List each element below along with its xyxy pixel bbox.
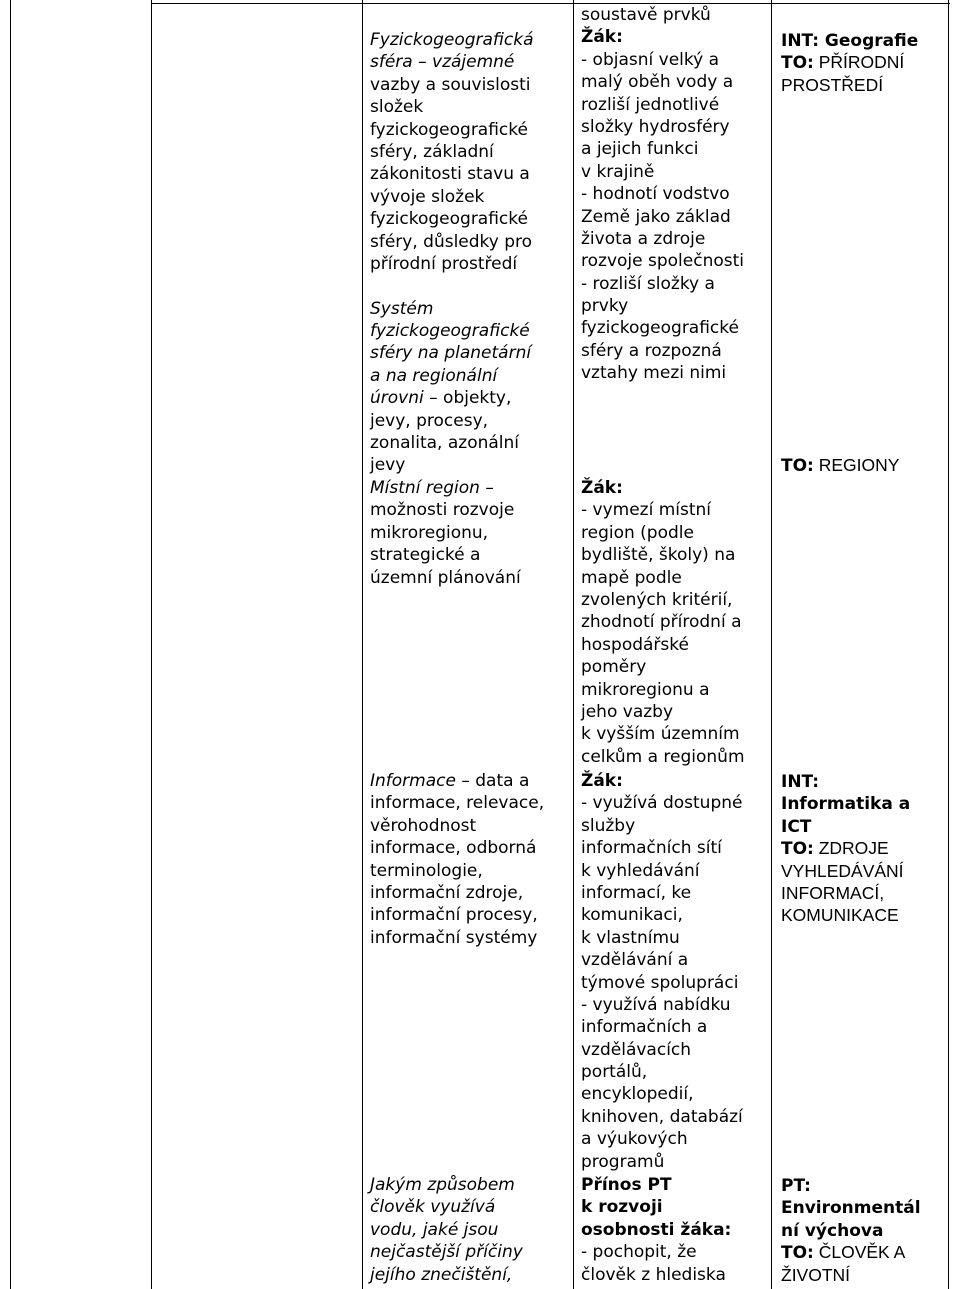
text-line: [370, 522, 521, 544]
text-line: [370, 927, 544, 949]
text-line: [370, 432, 534, 454]
text-segment: zhodnotí přírodní a: [581, 612, 742, 633]
text-line: [581, 815, 743, 837]
outcome-cell-information: [581, 770, 743, 1173]
text-line: [581, 927, 743, 949]
text-line: [781, 837, 910, 859]
outcome-cell-personal-development: [581, 1174, 731, 1286]
text-segment: úrovni: [370, 388, 424, 409]
text-line: [370, 454, 534, 476]
text-line: [370, 860, 544, 882]
text-line: [781, 1219, 921, 1241]
text-line: [581, 499, 745, 521]
text-segment: života a zdroje: [581, 228, 706, 249]
text-line: [581, 1128, 743, 1150]
text-segment: vývoje složek: [370, 186, 485, 207]
text-segment: fyzickogeografické: [370, 209, 528, 230]
text-segment: služby: [581, 815, 636, 836]
text-segment: sféry na planetární: [370, 343, 532, 364]
text-line: [781, 51, 918, 73]
text-segment: terminologie,: [370, 860, 483, 881]
text-segment: ZDROJE: [813, 838, 889, 859]
text-line: [581, 273, 744, 295]
text-segment: mapě podle: [581, 567, 682, 588]
crosscurricular-cell-informatics: [781, 770, 910, 927]
text-segment: region (podle: [581, 522, 694, 543]
text-segment: v krajině: [581, 161, 655, 182]
text-line: [370, 1196, 523, 1218]
text-line: [370, 1264, 523, 1286]
text-segment: rozliší jednotlivé: [581, 94, 720, 115]
text-line: [370, 365, 534, 387]
text-segment: informační procesy,: [370, 905, 538, 926]
text-segment: TO:: [781, 1243, 814, 1264]
table-top-border: [151, 3, 950, 4]
text-segment: INT:: [781, 772, 820, 792]
text-segment: bydliště, školy) na: [581, 545, 736, 566]
text-segment: vazby a souvislosti: [370, 74, 531, 95]
text-segment: k vyhledávání: [581, 860, 700, 881]
text-line: [581, 770, 743, 792]
text-line: [781, 882, 910, 904]
text-line: [370, 904, 544, 926]
text-segment: Žák:: [581, 27, 623, 48]
text-segment: vztahy mezi nimi: [581, 363, 727, 384]
text-segment: INFORMACÍ,: [781, 882, 885, 903]
text-segment: zonalita, azonální: [370, 433, 520, 454]
text-segment: informace, odborná: [370, 838, 537, 859]
text-segment: nejčastější příčiny: [370, 1242, 523, 1263]
topic-cell-local-region: [370, 477, 521, 589]
text-line: [370, 770, 544, 792]
text-line: [581, 723, 745, 745]
text-segment: věrohodnost: [370, 815, 477, 836]
text-segment: – data a: [455, 771, 530, 791]
text-line: [581, 1151, 743, 1173]
topic-cell-information: [370, 770, 544, 949]
text-segment: zákonitosti stavu a: [370, 164, 530, 185]
text-line: [370, 1219, 523, 1241]
text-line: [581, 206, 744, 228]
text-segment: možnosti rozvoje: [370, 500, 515, 521]
text-segment: územní plánování: [370, 567, 521, 588]
text-line: [581, 362, 744, 384]
text-segment: Informatika a: [781, 794, 911, 815]
text-segment: a výukových: [581, 1129, 688, 1150]
text-line: [581, 1241, 731, 1263]
text-segment: Země jako základ: [581, 206, 731, 227]
text-segment: Informace: [370, 771, 456, 791]
text-segment: složky hydrosféry: [581, 116, 730, 137]
text-segment: PROSTŘEDÍ: [781, 74, 884, 95]
text-line: [581, 701, 745, 723]
table-column-divider-4: [771, 0, 772, 1289]
text-segment: - vymezí místní: [581, 500, 712, 521]
text-line: [781, 454, 899, 476]
text-line: [781, 792, 910, 814]
text-segment: sféra – vzájemné: [370, 52, 515, 73]
text-line: [781, 29, 918, 51]
text-segment: –: [479, 478, 494, 498]
text-segment: vzdělávání a: [581, 950, 689, 971]
text-line: [581, 295, 744, 317]
text-segment: přírodní prostředí: [370, 253, 518, 274]
text-line: [370, 815, 544, 837]
text-segment: Přínos PT: [581, 1175, 672, 1195]
text-line: [581, 949, 743, 971]
text-segment: PŘÍRODNÍ: [813, 52, 905, 73]
text-segment: portálů,: [581, 1062, 648, 1083]
table-column-divider-2: [362, 0, 363, 1289]
text-segment: Jakým způsobem: [370, 1175, 515, 1195]
crosscurricular-cell-regions: [781, 454, 899, 476]
text-segment: INT: Geografie: [781, 31, 919, 51]
text-line: [781, 860, 910, 882]
text-segment: - hodnotí vodstvo: [581, 184, 730, 205]
text-line: [581, 161, 744, 183]
text-segment: ŽIVOTNÍ: [781, 1264, 851, 1285]
text-line: [581, 26, 744, 48]
text-line: [581, 656, 745, 678]
text-segment: fyzickogeografické: [370, 119, 528, 140]
text-segment: informací, ke: [581, 882, 692, 903]
text-segment: sféry, důsledky pro: [370, 231, 533, 252]
text-line: [581, 228, 744, 250]
text-line: [370, 544, 521, 566]
text-segment: Fyzickogeografická: [370, 30, 534, 50]
text-segment: fyzickogeografické: [370, 321, 530, 342]
text-line: [370, 231, 534, 253]
text-line: [581, 477, 745, 499]
topic-cell-water-usage: [370, 1174, 523, 1286]
text-segment: sféry, základní: [370, 141, 494, 162]
table-right-border: [948, 0, 949, 1289]
text-line: [581, 860, 743, 882]
text-segment: informačních sítí: [581, 838, 722, 859]
text-segment: ní výchova: [781, 1220, 884, 1241]
text-line: [581, 4, 744, 26]
text-line: [581, 1083, 743, 1105]
text-line: [581, 972, 743, 994]
text-segment: REGIONY: [813, 455, 900, 475]
text-segment: - využívá nabídku: [581, 994, 731, 1015]
text-line: [781, 1196, 921, 1218]
text-line: [581, 544, 745, 566]
text-line: [370, 567, 521, 589]
text-line: [781, 1174, 921, 1196]
text-segment: informačních a: [581, 1017, 708, 1038]
text-line: [370, 1174, 523, 1196]
text-line: [370, 74, 534, 96]
text-segment: komunikaci,: [581, 905, 683, 926]
text-segment: vzdělávacích: [581, 1039, 692, 1060]
text-line: [581, 250, 744, 272]
text-segment: soustavě prvků: [581, 5, 711, 25]
text-segment: fyzickogeografické: [581, 318, 739, 339]
text-line: [370, 119, 534, 141]
text-segment: jevy: [370, 455, 406, 476]
text-line: [581, 567, 745, 589]
text-segment: vodu, jaké jsou: [370, 1219, 499, 1240]
text-line: [581, 746, 745, 768]
text-line: [370, 410, 534, 432]
text-line: [370, 387, 534, 409]
text-segment: Žák:: [581, 478, 623, 498]
text-segment: Environmentál: [781, 1198, 921, 1219]
text-line: [581, 340, 744, 362]
text-segment: týmové spolupráci: [581, 972, 739, 993]
text-line: [581, 71, 744, 93]
text-segment: malý oběh vody a: [581, 72, 734, 93]
text-segment: mikroregionu,: [370, 522, 489, 543]
text-segment: - využívá dostupné: [581, 793, 743, 814]
text-line: [581, 138, 744, 160]
text-segment: mikroregionu a: [581, 679, 710, 700]
text-segment: informace, relevace,: [370, 793, 545, 814]
outcome-cell-hydrosphere: [581, 4, 744, 385]
text-line: [581, 1219, 731, 1241]
text-line: [781, 74, 918, 96]
text-segment: TO:: [781, 456, 814, 476]
text-segment: jevy, procesy,: [370, 410, 489, 431]
text-segment: Místní region: [370, 478, 480, 498]
text-line: [581, 1196, 731, 1218]
text-line: [581, 994, 743, 1016]
text-line: [370, 320, 534, 342]
text-segment: prvky: [581, 296, 629, 317]
text-line: [370, 275, 534, 297]
crosscurricular-cell-geography: [781, 29, 918, 96]
text-line: [370, 477, 521, 499]
text-line: [370, 837, 544, 859]
text-line: [581, 1039, 743, 1061]
text-segment: zvolených kritérií,: [581, 589, 733, 610]
text-segment: rozvoje společnosti: [581, 251, 744, 272]
text-segment: PT:: [781, 1176, 811, 1196]
text-line: [581, 882, 743, 904]
text-segment: Systém: [370, 298, 434, 319]
text-segment: Žák:: [581, 771, 623, 791]
outcome-cell-local-region: [581, 477, 745, 768]
text-segment: hospodářské: [581, 634, 689, 655]
text-segment: - pochopit, že: [581, 1242, 697, 1263]
text-segment: - objasní velký a: [581, 49, 719, 70]
text-line: [781, 1241, 921, 1263]
text-segment: knihoven, databází: [581, 1106, 743, 1127]
text-segment: informační systémy: [370, 927, 538, 948]
text-line: [581, 679, 745, 701]
crosscurricular-cell-environmental: [781, 1174, 921, 1286]
text-line: [581, 1174, 731, 1196]
text-line: [370, 253, 534, 275]
text-line: [370, 208, 534, 230]
text-segment: – objekty,: [423, 388, 512, 409]
text-line: [581, 522, 745, 544]
text-segment: - rozliší složky a: [581, 273, 715, 294]
text-line: [581, 589, 745, 611]
text-segment: informační zdroje,: [370, 882, 524, 903]
text-line: [781, 815, 910, 837]
text-segment: ČLOVĚK A: [813, 1242, 906, 1263]
text-line: [581, 634, 745, 656]
topic-cell-physical-geography: [370, 29, 534, 477]
text-segment: programů: [581, 1151, 665, 1172]
text-segment: strategické a: [370, 545, 481, 566]
text-segment: jejího znečištění,: [370, 1264, 513, 1285]
text-line: [370, 186, 534, 208]
text-segment: člověk z hlediska: [581, 1264, 726, 1285]
text-line: [581, 1016, 743, 1038]
table-column-divider-1: [151, 0, 152, 1289]
text-segment: a jejich funkci: [581, 139, 699, 160]
text-line: [581, 116, 744, 138]
text-segment: jeho vazby: [581, 701, 674, 722]
text-segment: ICT: [781, 816, 812, 837]
text-line: [581, 837, 743, 859]
text-line: [781, 770, 910, 792]
text-segment: poměry: [581, 657, 647, 678]
text-line: [370, 1241, 523, 1263]
text-line: [370, 96, 534, 118]
text-segment: k vlastnímu: [581, 927, 680, 948]
text-line: [370, 141, 534, 163]
text-line: [581, 1106, 743, 1128]
text-segment: sféry a rozpozná: [581, 340, 722, 361]
text-line: [370, 342, 534, 364]
text-line: [370, 51, 534, 73]
text-line: [370, 29, 534, 51]
text-segment: k rozvoji: [581, 1197, 663, 1218]
text-segment: složek: [370, 97, 424, 118]
text-segment: a na regionální: [370, 365, 498, 386]
text-line: [370, 298, 534, 320]
text-segment: osobnosti žáka:: [581, 1219, 732, 1240]
text-line: [370, 792, 544, 814]
text-segment: TO:: [781, 839, 814, 860]
text-line: [370, 882, 544, 904]
text-line: [581, 317, 744, 339]
text-line: [781, 904, 910, 926]
text-line: [370, 163, 534, 185]
text-line: [581, 183, 744, 205]
text-line: [581, 1264, 731, 1286]
text-segment: k vyšším územním: [581, 724, 740, 745]
text-line: [581, 611, 745, 633]
text-line: [581, 94, 744, 116]
text-segment: člověk využívá: [370, 1197, 496, 1218]
text-segment: celkům a regionům: [581, 746, 745, 767]
table-outer-left-border: [10, 0, 11, 1289]
text-segment: TO:: [781, 53, 814, 74]
text-line: [581, 1061, 743, 1083]
text-line: [581, 792, 743, 814]
text-segment: VYHLEDÁVÁNÍ: [781, 860, 904, 881]
text-line: [581, 904, 743, 926]
text-line: [370, 499, 521, 521]
text-segment: KOMUNIKACE: [781, 905, 899, 926]
text-segment: encyklopedií,: [581, 1084, 694, 1105]
table-column-divider-3: [573, 0, 574, 1289]
text-line: [781, 1264, 921, 1286]
text-line: [581, 49, 744, 71]
